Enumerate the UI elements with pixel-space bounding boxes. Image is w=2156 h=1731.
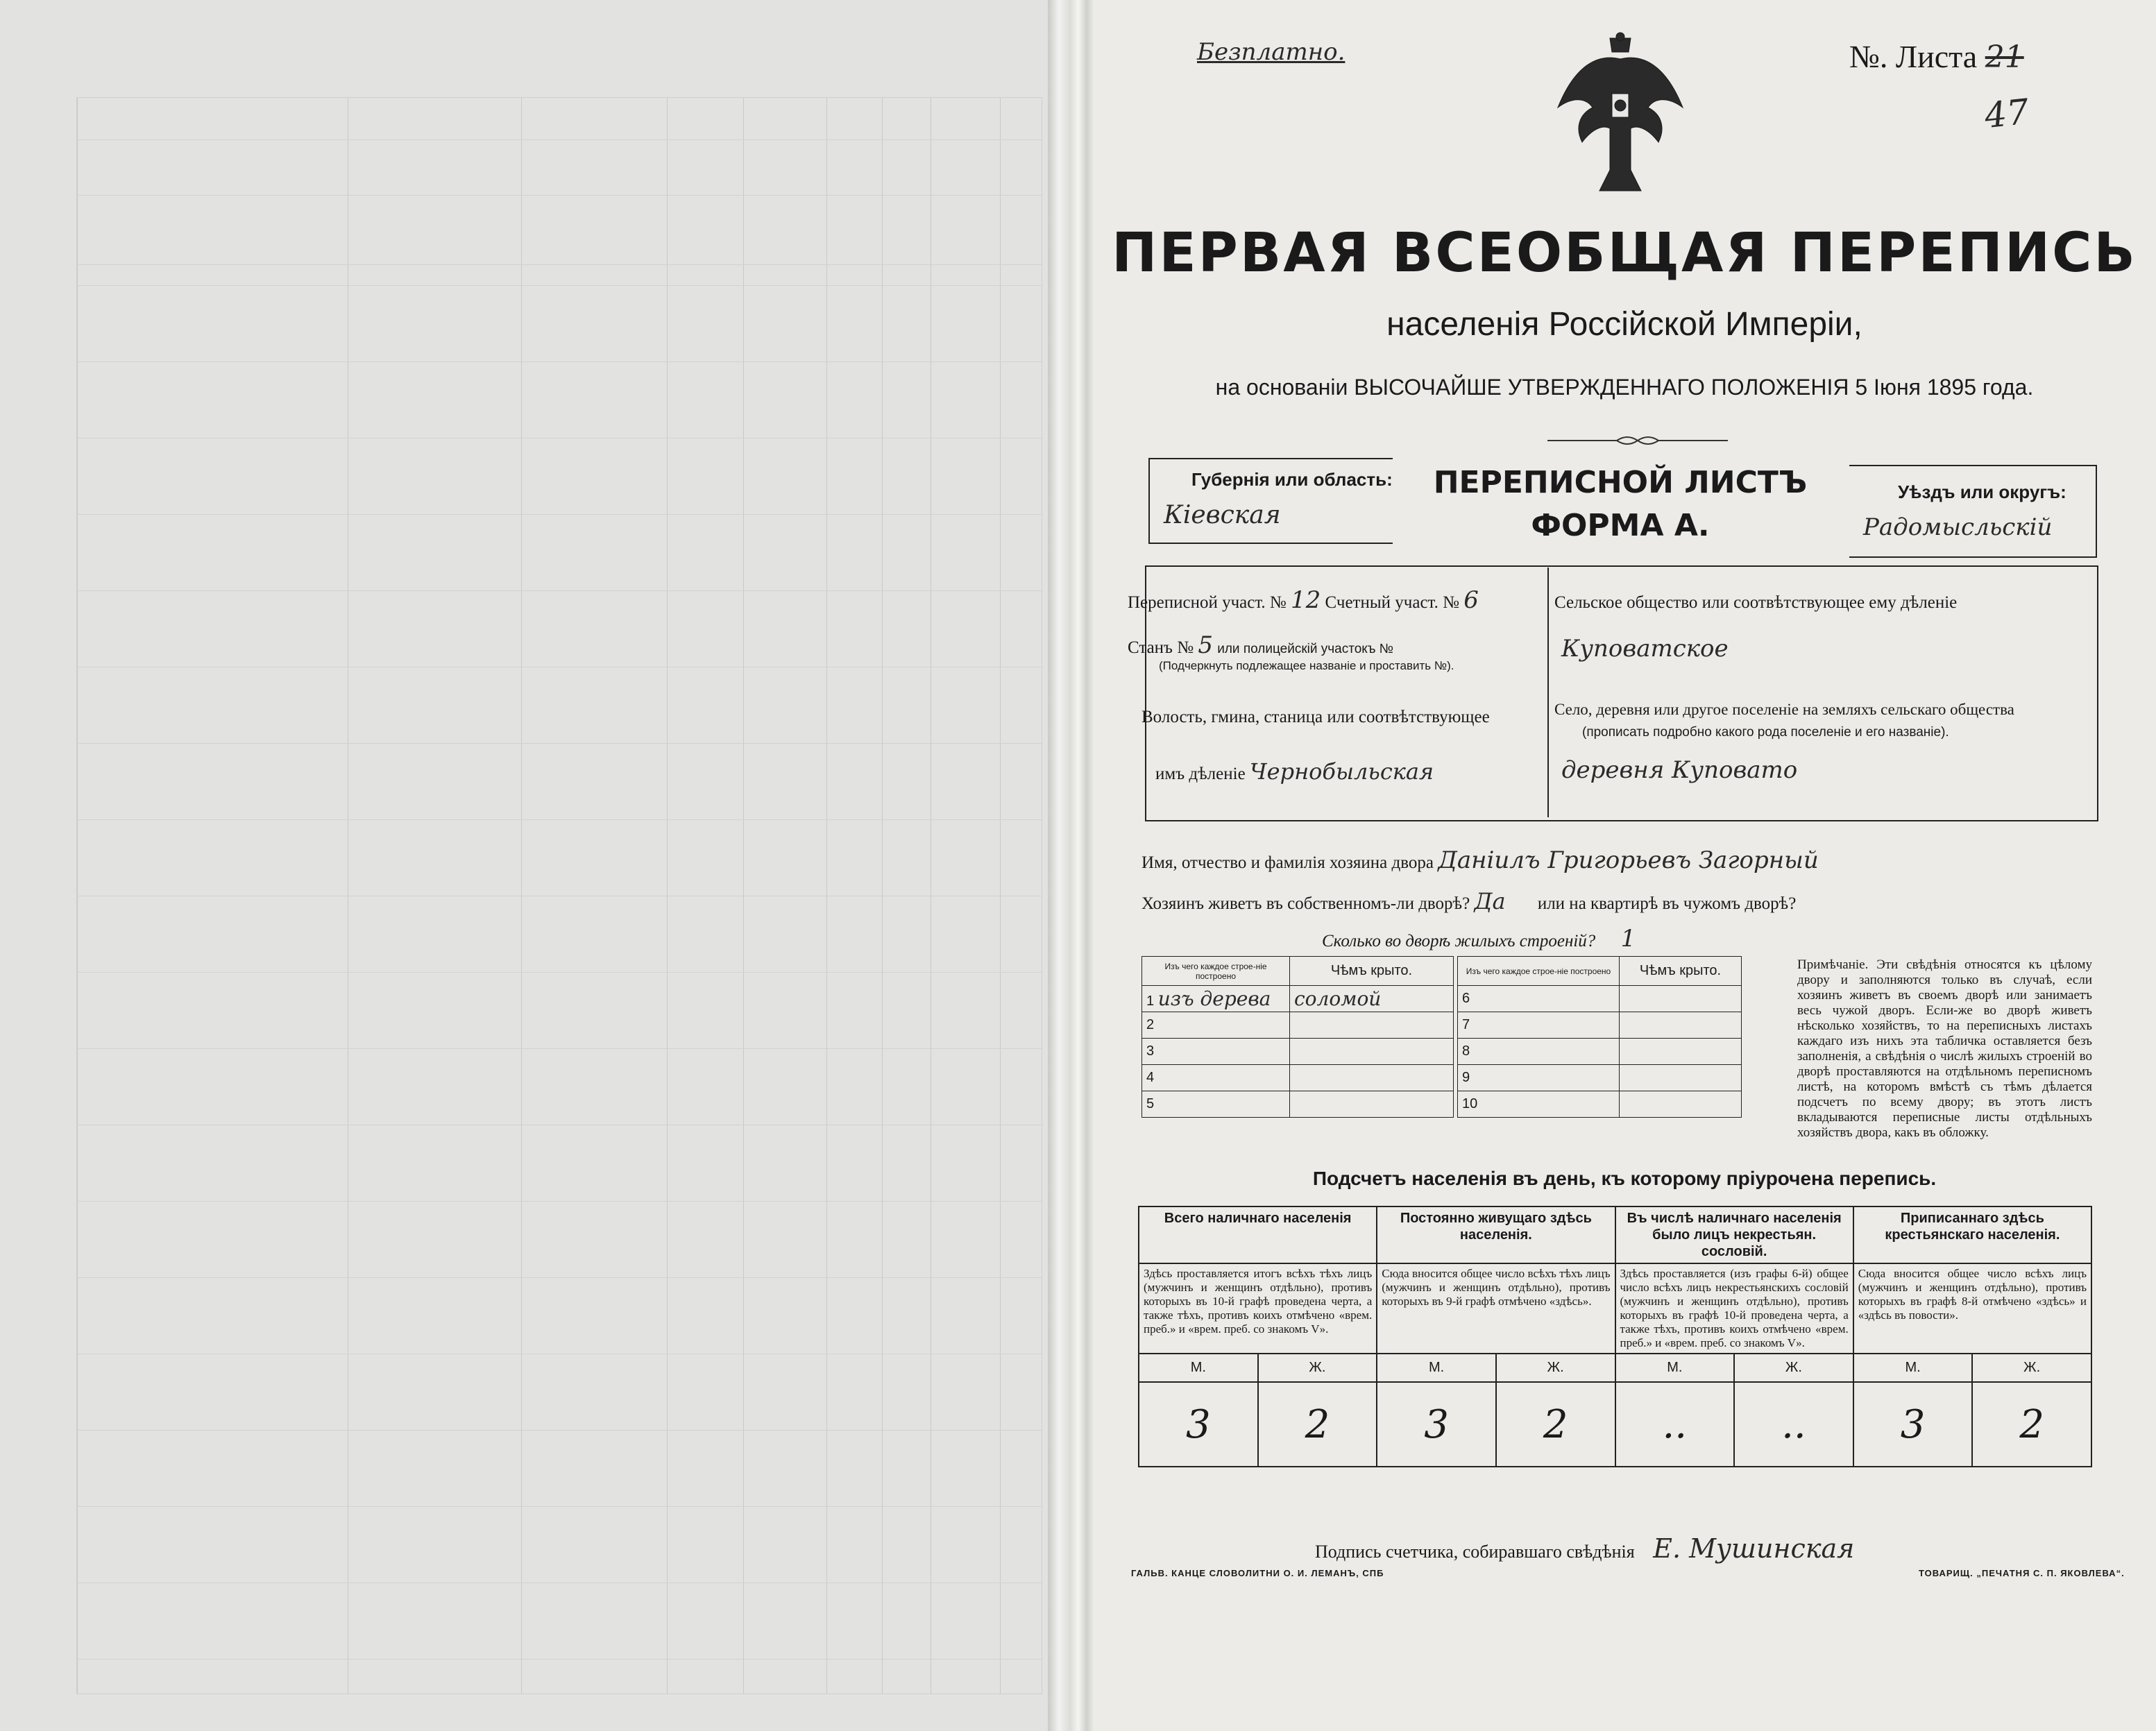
volost-row: [1155, 758, 1434, 785]
count-col-head: Приписаннаго здѣсь крестьянскаго населенія.: [1853, 1206, 2091, 1263]
district-label: Уѣздъ или округъ:: [1898, 481, 2066, 503]
count-male-value: 3: [1853, 1382, 1973, 1467]
sheet-number-new: 47: [1983, 92, 2030, 136]
police-label: или полицейскій участокъ №: [1217, 642, 1393, 656]
sheet-number-old: 21: [1985, 40, 2024, 75]
building-cell: 4: [1142, 1065, 1290, 1091]
building-cell: 10: [1458, 1091, 1620, 1118]
form-title-line1: ПЕРЕПИСНОЙ ЛИСТЪ: [1391, 461, 1849, 504]
roof-cell: [1290, 1039, 1454, 1065]
male-label: М.: [1853, 1354, 1973, 1382]
count-area-value: 6: [1463, 586, 1479, 614]
printer-right: ТОВАРИЩ. „ПЕЧАТНЯ С. П. ЯКОВЛЕВА“.: [1919, 1568, 2125, 1578]
male-label: М.: [1139, 1354, 1258, 1382]
count-col-head: Въ числѣ наличнаго населенія было лицъ некрестьян. сословій.: [1615, 1206, 1853, 1263]
owner-rent-label: или на квартирѣ въ чужомъ дворѣ?: [1538, 894, 1797, 913]
count-col-desc: Здѣсь проставляется (изъ графы 6-й) общее число всѣхъ лицъ некрестьянскихъ сословій (мужчинъ и женщинъ отдѣльно), противъ которыхъ въ графѣ 10-й проведена черта, а также тѣхъ, противъ коихъ отмѣчено «врем. преб.» и «врем. преб. со знакомъ V».: [1615, 1263, 1853, 1354]
count-female-value: 2: [1972, 1382, 2091, 1467]
sheet-label: №. Листа: [1849, 39, 1977, 74]
left-page: [0, 0, 1062, 1731]
sheet-number: [1849, 38, 2024, 75]
count-male-value: 3: [1139, 1382, 1258, 1467]
volost-value: Чернобыльская: [1250, 758, 1434, 785]
building-cell: 9: [1458, 1065, 1620, 1091]
form-title-line2: ФОРМА А.: [1391, 504, 1849, 547]
free-label: Безплатно.: [1197, 38, 1345, 66]
count-female-value: 2: [1258, 1382, 1377, 1467]
imperial-eagle-emblem: [1551, 31, 1690, 198]
province-value: Кіевская: [1164, 501, 1281, 529]
count-male-value: 3: [1377, 1382, 1496, 1467]
owner-name-label: Имя, отчество и фамилія хозяина двора: [1141, 853, 1434, 872]
ornament-divider: [1547, 434, 1728, 447]
building-cell: 3: [1142, 1039, 1290, 1065]
building-cell: 6: [1458, 986, 1620, 1012]
building-cell: 2: [1142, 1012, 1290, 1039]
census-decree: на основаніи ВЫСОЧАЙШЕ УТВЕРЖДЕННАГО ПОЛОЖЕНІЯ 5 Іюня 1895 года.: [1093, 375, 2156, 400]
building-cell: 1 изъ дерева: [1142, 986, 1290, 1012]
col-material: Изъ чего каждое строе-ніе построено: [1142, 957, 1290, 986]
census-title: ПЕРВАЯ ВСЕОБЩАЯ ПЕРЕПИСЬ: [1093, 222, 2156, 284]
owner-own-row: [1141, 888, 1796, 914]
owner-name-value: Даніилъ Григорьевъ Загорный: [1438, 846, 1819, 874]
signature-label: Подпись счетчика, собиравшаго свѣдѣнія: [1315, 1542, 1635, 1562]
count-title: Подсчетъ населенія въ день, къ которому пріурочена перепись.: [1093, 1168, 2156, 1190]
signature-row: [1315, 1533, 1854, 1564]
building-cell: 8: [1458, 1039, 1620, 1065]
census-area-value: 12: [1291, 586, 1321, 614]
count-col-head: Всего наличнаго населенія: [1139, 1206, 1377, 1263]
province-box: [1148, 458, 1393, 544]
female-label: Ж.: [1734, 1354, 1853, 1382]
female-label: Ж.: [1496, 1354, 1615, 1382]
buildings-note: Примѣчаніе. Эти свѣдѣнія относятся къ цѣлому двору и заполняются только въ случаѣ, если хозяинъ живетъ въ своемъ дворѣ или занимаетъ весь чужой дворъ. Если-же во дворѣ живетъ нѣсколько хозяйствъ, то на переписныхъ листахъ каждаго изъ нихъ эта табличка оставляется безъ заполненія, а свѣдѣнія о числѣ жилыхъ строеній во дворѣ проставляются на отдѣльномъ переписномъ листѣ, на которомъ вмѣстѣ съ тѣмъ дѣлается подсчетъ по всему двору; въ этотъ листъ вкладываются переписные листы отдѣльныхъ хозяйствъ двора, какъ въ обложку.: [1797, 957, 2092, 1141]
male-label: М.: [1377, 1354, 1496, 1382]
stan-value: 5: [1198, 631, 1213, 659]
male-label: М.: [1615, 1354, 1735, 1382]
province-label: Губернія или область:: [1191, 469, 1393, 491]
buildings-row: [1322, 925, 1636, 953]
population-count-table: [1138, 1206, 2092, 1467]
count-female-value: ..: [1734, 1382, 1853, 1467]
district-value: Радомысльскій: [1863, 513, 2052, 541]
owner-own-label: Хозяинъ живетъ въ собственномъ-ли дворѣ?: [1141, 894, 1470, 913]
printer-left: ГАЛЬВ. КАНЦЕ СЛОВОЛИТНИ О. И. ЛЕМАНЪ, СПБ: [1131, 1568, 1384, 1578]
buildings-value: 1: [1621, 925, 1636, 953]
society-value: Куповатское: [1561, 635, 1729, 663]
roof-cell: [1290, 1091, 1454, 1118]
census-area-row: [1128, 586, 1479, 614]
society-label: Сельское общество или соотвѣтствующее ему дѣленіе: [1554, 593, 1957, 613]
district-box: [1849, 465, 2097, 558]
buildings-label: Сколько во дворѣ жилыхъ строеній?: [1322, 932, 1595, 950]
count-col-desc: Сюда вносится общее число всѣхъ тѣхъ лицъ (мужчинъ и женщинъ отдѣльно), противъ которыхъ въ 9-й графѣ отмѣчено «здѣсь».: [1377, 1263, 1615, 1354]
count-male-value: ..: [1615, 1382, 1735, 1467]
signature-value: Е. Мушинская: [1653, 1533, 1854, 1564]
volost-label-2: имъ дѣленіе: [1155, 765, 1246, 783]
buildings-table-right: [1457, 956, 1742, 1118]
count-col-desc: Сюда вносится общее число всѣхъ лицъ (мужчинъ и женщинъ отдѣльно), противъ которыхъ въ графѣ 8-й отмѣчено «здѣсь» и «здѣсь въ повости».: [1853, 1263, 2091, 1354]
roof-cell: [1290, 1012, 1454, 1039]
village-value: деревня Куповато: [1561, 756, 1797, 784]
col-roof-2: Чѣмъ крыто.: [1620, 957, 1742, 986]
col-material-2: Изъ чего каждое строе-ніе построено: [1458, 957, 1620, 986]
count-col-desc: Здѣсь проставляется итогъ всѣхъ тѣхъ лицъ (мужчинъ и женщинъ отдѣльно), противъ которыхъ въ 10-й графѣ проведена черта, а также тѣхъ, противъ коихъ отмѣчено «врем. преб.» и «врем. преб. со знакомъ V».: [1139, 1263, 1377, 1354]
volost-label-1: Волость, гмина, станица или соотвѣтствующее: [1141, 708, 1490, 727]
buildings-table-left: [1141, 956, 1454, 1118]
census-subtitle: населенія Россійской Имперіи,: [1093, 305, 2156, 343]
village-label: Село, деревня или другое поселеніе на земляхъ сельскаго общества: [1554, 701, 2014, 719]
roof-cell: соломой: [1290, 986, 1454, 1012]
count-female-value: 2: [1496, 1382, 1615, 1467]
owner-name-row: [1141, 846, 1819, 874]
roof-cell: [1290, 1065, 1454, 1091]
stan-label: Станъ №: [1128, 638, 1194, 657]
building-cell: 7: [1458, 1012, 1620, 1039]
village-note: (прописать подробно какого рода поселеніе и его названіе).: [1582, 725, 1949, 740]
owner-own-value: Да: [1474, 888, 1505, 914]
form-title: [1391, 461, 1849, 547]
census-area-label: Переписной участ. №: [1128, 593, 1287, 612]
location-divider: [1547, 568, 1549, 817]
stan-row: [1128, 631, 1393, 659]
count-area-label: Счетный участ. №: [1325, 593, 1459, 612]
col-roof: Чѣмъ крыто.: [1290, 957, 1454, 986]
count-col-head: Постоянно живущаго здѣсь населенія.: [1377, 1206, 1615, 1263]
police-note: (Подчеркнуть подлежащее названіе и проставить №).: [1159, 659, 1454, 673]
female-label: Ж.: [1972, 1354, 2091, 1382]
building-cell: 5: [1142, 1091, 1290, 1118]
left-page-grid: [76, 97, 1042, 1694]
female-label: Ж.: [1258, 1354, 1377, 1382]
